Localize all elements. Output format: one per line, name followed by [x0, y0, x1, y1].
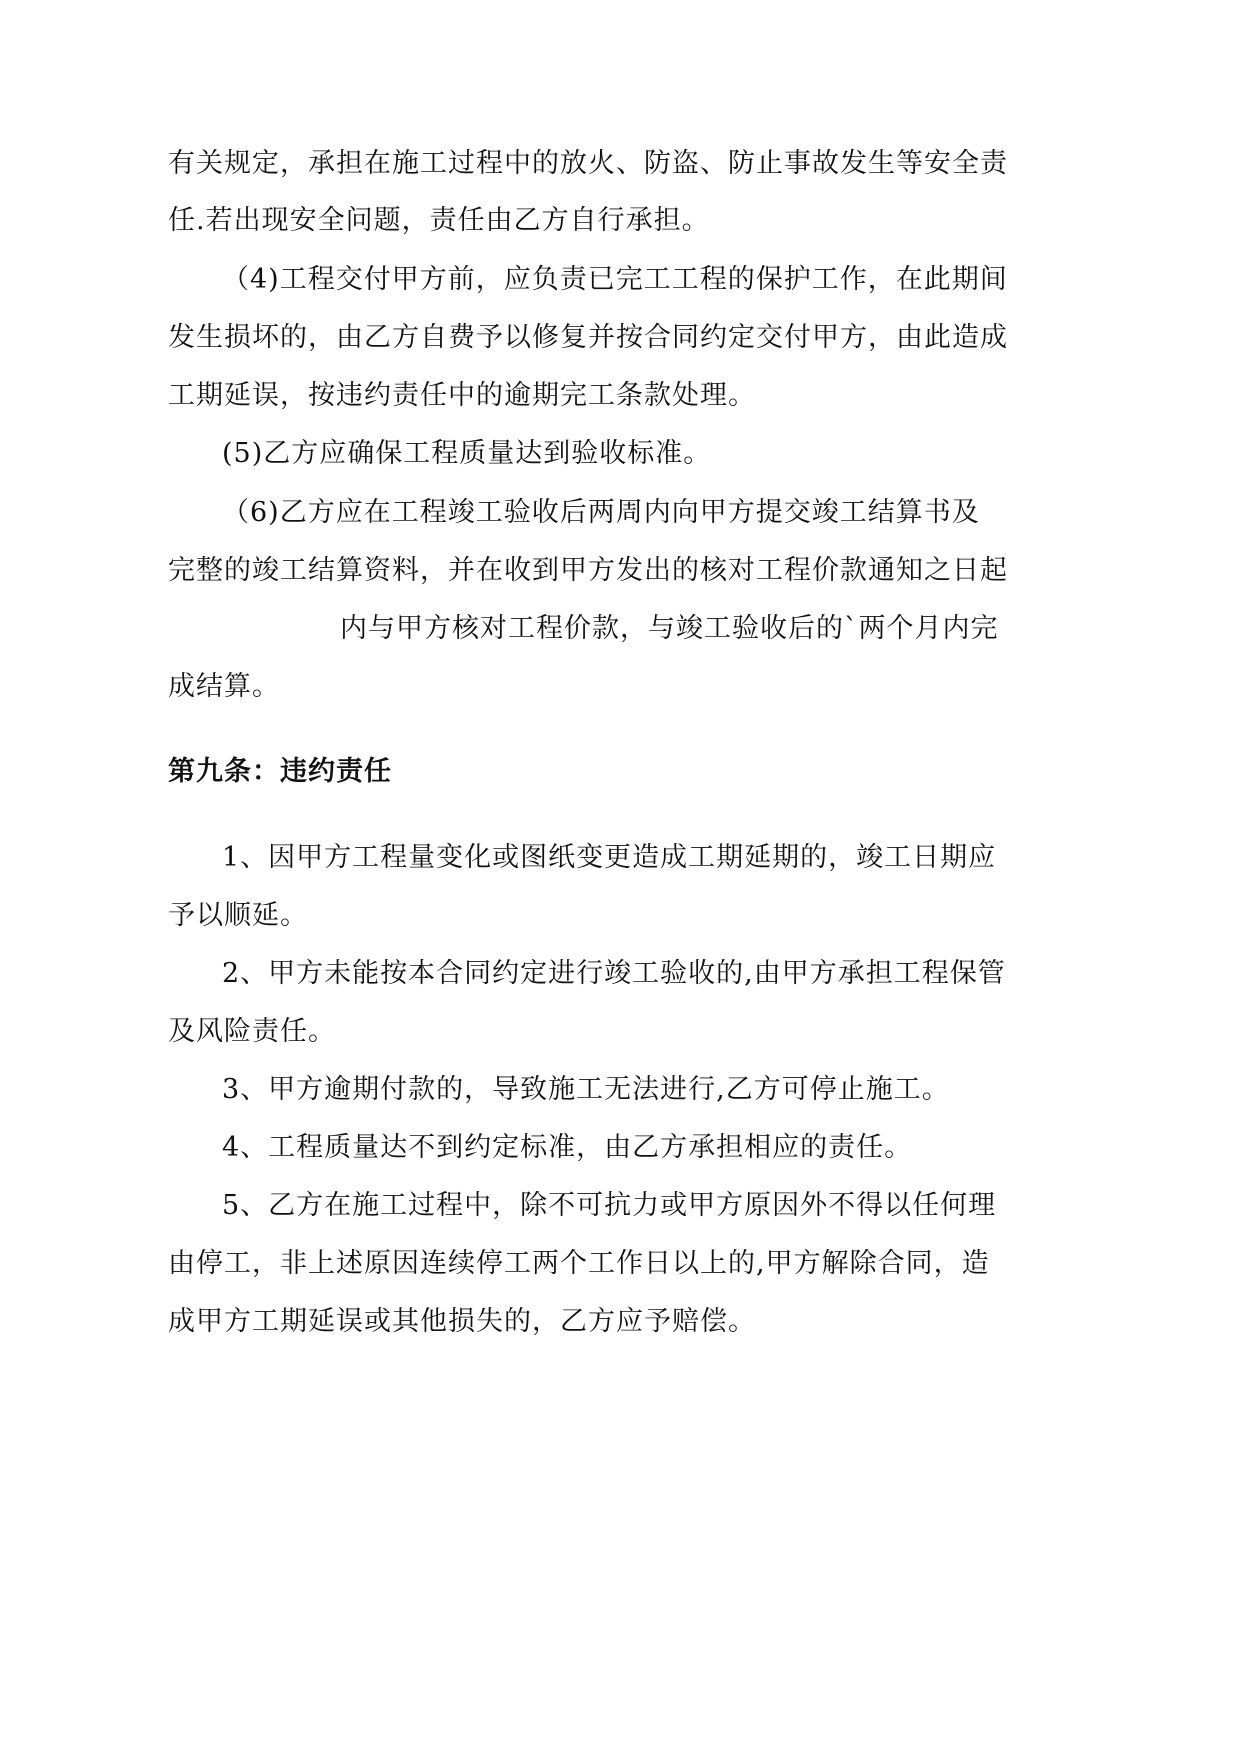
- section8-item3-continuation-line-1: 有关规定，承担在施工过程中的放火、防盗、防止事故发生等安全责: [168, 148, 1008, 179]
- section9-item2-line-1: 2、甲方未能按本合同约定进行竣工验收的,由甲方承担工程保管: [222, 958, 1006, 989]
- section8-item6-line-4: 成结算。: [168, 671, 280, 702]
- section9-heading: 第九条：违约责任: [168, 756, 392, 787]
- section8-item6-line-2: 完整的竣工结算资料，并在收到甲方发出的核对工程价款通知之日起: [168, 555, 1008, 586]
- section8-item3-continuation-line-2: 任.若出现安全问题，责任由乙方自行承担。: [168, 205, 710, 236]
- section8-item4-line-2: 发生损坏的，由乙方自费予以修复并按合同约定交付甲方，由此造成: [168, 322, 1008, 353]
- section9-item4-line-1: 4、工程质量达不到约定标准，由乙方承担相应的责任。: [222, 1132, 913, 1163]
- section9-item2-line-2: 及风险责任。: [168, 1016, 336, 1047]
- section9-item1-line-1: 1、因甲方工程量变化或图纸变更造成工期延期的，竣工日期应: [222, 842, 997, 873]
- section9-item3-line-1: 3、甲方逾期付款的，导致施工无法进行,乙方可停止施工。: [222, 1074, 950, 1105]
- section8-item6-line-3: 内与甲方核对工程价款，与竣工验收后的`两个月内完: [340, 613, 999, 644]
- section8-item6-line-1: （6)乙方应在工程竣工验收后两周内向甲方提交竣工结算书及: [222, 497, 980, 528]
- section9-item1-line-2: 予以顺延。: [168, 900, 308, 931]
- section8-item5-line-1: (5)乙方应确保工程质量达到验收标准。: [222, 438, 712, 469]
- section9-item5-line-2: 由停工，非上述原因连续停工两个工作日以上的,甲方解除合同，造: [168, 1248, 990, 1279]
- section8-item4-line-3: 工期延误，按违约责任中的逾期完工条款处理。: [168, 380, 756, 411]
- section9-item5-line-3: 成甲方工期延误或其他损失的，乙方应予赔偿。: [168, 1306, 756, 1337]
- section8-item4-line-1: （4)工程交付甲方前，应负责已完工工程的保护工作，在此期间: [222, 264, 1008, 295]
- section9-item5-line-1: 5、乙方在施工过程中，除不可抗力或甲方原因外不得以任何理: [222, 1190, 997, 1221]
